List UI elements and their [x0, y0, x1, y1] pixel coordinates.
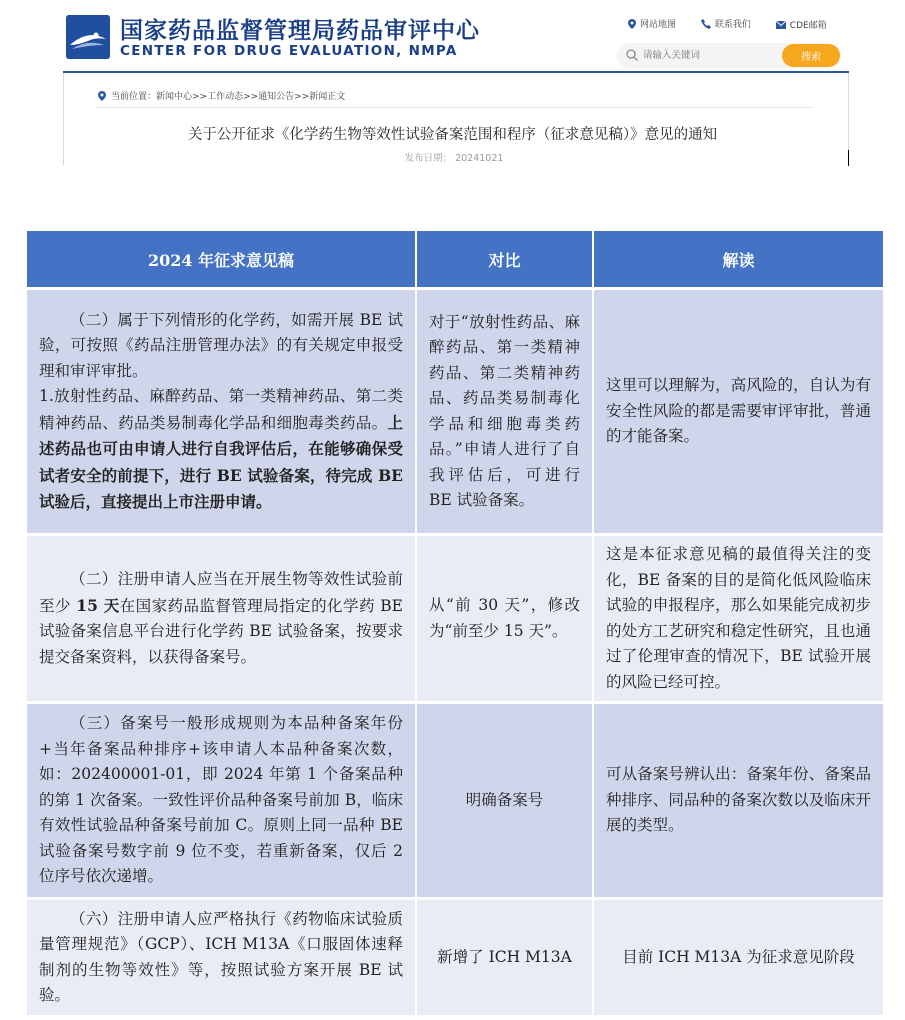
- phone-icon: [701, 19, 711, 29]
- table-row: [27, 535, 883, 703]
- article-title: 关于公开征求《化学药生物等效性试验备案范围和程序（征求意见稿）》意见的通知: [187, 127, 718, 143]
- publish-date-label: 发布日期：: [404, 153, 453, 164]
- draft-text: 1.放射性药品、麻醉药品、第一类精神药品、第二类精神药品、药品类易制毒化学品和细胞毒类药品。: [39, 387, 403, 432]
- interpretation-cell: 这里可以理解为，高风险的，自认为有安全性风险的都是需要审评审批，普通的才能备案。: [593, 289, 883, 535]
- logo-emblem-icon: [66, 15, 110, 59]
- compare-cell: 对于“放射性药品、麻醉药品、第一类精神药品、第二类精神药品、药品类易制毒化学品和细胞毒类药品。”申请人进行了自我评估后，可进行 BE 试验备案。: [416, 289, 593, 535]
- site-title: 国家药品监督管理局药品审评中心: [120, 18, 480, 44]
- draft-para: [39, 384, 403, 516]
- mail-icon: [776, 21, 786, 29]
- search-button[interactable]: 搜索: [782, 44, 840, 67]
- publish-date-value: 20241021: [455, 153, 504, 164]
- interpretation-cell: 目前 ICH M13A 为征求意见阶段: [593, 899, 883, 1017]
- header-interpretation: 解读: [593, 231, 883, 289]
- table-header-row: [27, 231, 883, 289]
- draft-cell: （六）注册申请人应严格执行《药物临床试验质量管理规范》（GCP）、ICH M13A《口服固体速释制剂的生物等效性》等，按照试验方案开展 BE 试验。: [27, 899, 416, 1017]
- top-links: [628, 17, 849, 32]
- draft-cell: [27, 535, 416, 703]
- cde-logo[interactable]: [66, 15, 110, 59]
- breadcrumb-text[interactable]: 当前位置：新闻中心>>工作动态>>通知公告>>新闻正文: [111, 92, 346, 102]
- publish-date: [0, 150, 905, 164]
- email-link[interactable]: [776, 18, 827, 31]
- comparison-table: [27, 231, 883, 1018]
- header-divider: [63, 71, 849, 73]
- draft-bold-text: 15 天: [76, 595, 120, 615]
- table-row: [27, 289, 883, 535]
- table-row: [27, 703, 883, 899]
- location-pin-icon: [98, 91, 106, 101]
- draft-text: 在国家药品监督管理局指定的化学药 BE 试验备案信息平台进行化学药 BE 试验备案，按要求提交备案资料，以获得备案号。: [39, 596, 403, 666]
- draft-cell: [27, 289, 416, 535]
- compare-cell: 从“前 30 天”，修改为“前至少 15 天”。: [416, 535, 593, 703]
- interpretation-cell: 这是本征求意见稿的最值得关注的变化，BE 备案的目的是简化低风险临床试验的申报程序，那么如果能完成初步的处方工艺研究和稳定性研究，且也通过了伦理审查的情况下，BE 试验开展的风险已经可控。: [593, 535, 883, 703]
- search-icon: [626, 49, 638, 61]
- email-label: CDE邮箱: [789, 21, 827, 31]
- search-input[interactable]: [643, 47, 773, 63]
- breadcrumb-divider: [96, 107, 812, 108]
- header-compare: 对比: [416, 231, 593, 289]
- sitemap-label: 网站地图: [640, 20, 677, 30]
- compare-cell: 新增了 ICH M13A: [416, 899, 593, 1017]
- draft-text: （二）注册申请人应当在开展生物等效性试验前至少: [39, 570, 403, 615]
- draft-cell: （三）备案号一般形成规则为本品种备案年份+当年备案品种排序+该申请人本品种备案次数，如：202400001-01，即 2024 年第 1 个备案品种的第 1 次备案。一致性评价品种备案号前加 B，临床有效性试验品种备案号前加 C。原则上同一品种 BE 试验备案号数字前 9 位不变，若重新备案，仅后 2 位序号依次递增。: [27, 703, 416, 899]
- site-header: [0, 0, 905, 175]
- header-draft: 2024 年征求意见稿: [27, 231, 416, 289]
- contact-label: 联系我们: [714, 20, 751, 30]
- interpretation-cell: 可从备案号辨认出：备案年份、备案品种排序、同品种的备案次数以及临床开展的类型。: [593, 703, 883, 899]
- table-row: [27, 899, 883, 1017]
- sitemap-link[interactable]: [628, 17, 676, 30]
- contact-link[interactable]: [701, 17, 751, 30]
- breadcrumb: [98, 89, 345, 102]
- draft-bold-text: 上述药品也可由申请人进行自我评估后，在能够确保受试者安全的前提下，进行 BE 试验备案，待完成 BE 试验后，直接提出上市注册申请。: [39, 412, 403, 511]
- site-subtitle: CENTER FOR DRUG EVALUATION, NMPA: [120, 43, 458, 59]
- draft-para: （二）属于下列情形的化学药，如需开展 BE 试验，可按照《药品注册管理办法》的有关规定申报受理和审评审批。: [39, 310, 403, 380]
- location-pin-icon: [628, 19, 636, 29]
- compare-cell: 明确备案号: [416, 703, 593, 899]
